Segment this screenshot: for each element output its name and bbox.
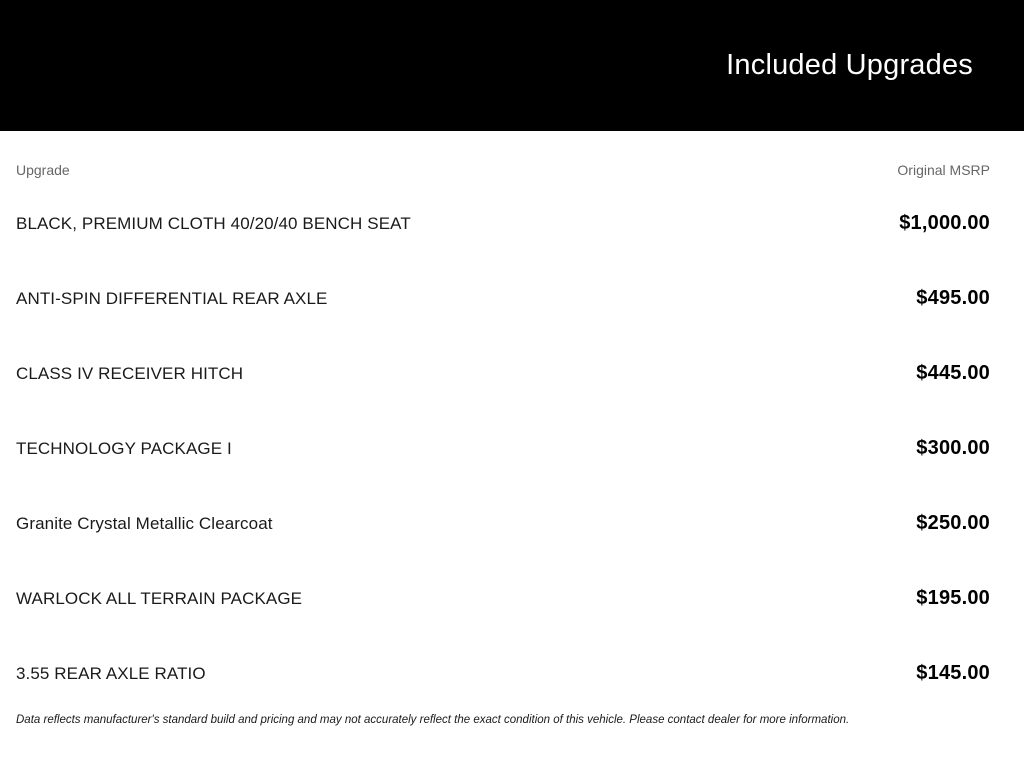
table-row [16, 261, 990, 336]
upgrade-label: CLASS IV RECEIVER HITCH [16, 363, 244, 383]
disclaimer-text: Data reflects manufacturer's standard build and pricing and may not accurately reflect the exact condition of this vehicle. Please contact dealer for more information. [16, 714, 850, 726]
page-title: Included Upgrades [726, 49, 973, 81]
upgrade-price: $1,000.00 [899, 212, 990, 234]
upgrade-label: WARLOCK ALL TERRAIN PACKAGE [16, 588, 303, 608]
upgrade-price: $145.00 [916, 662, 990, 684]
upgrade-price: $495.00 [916, 287, 990, 309]
upgrade-price: $300.00 [916, 437, 990, 459]
upgrade-price: $195.00 [916, 587, 990, 609]
upgrade-label: ANTI-SPIN DIFFERENTIAL REAR AXLE [16, 288, 328, 308]
upgrade-price: $445.00 [916, 362, 990, 384]
upgrade-label: Granite Crystal Metallic Clearcoat [16, 513, 273, 533]
table-column-headers [16, 131, 990, 178]
upgrade-label: 3.55 REAR AXLE RATIO [16, 663, 206, 683]
column-header-original-msrp: Original MSRP [897, 162, 990, 178]
table-body [16, 186, 990, 711]
table-row [16, 411, 990, 486]
upgrade-label: TECHNOLOGY PACKAGE I [16, 438, 232, 458]
table-row [16, 636, 990, 711]
table-row [16, 486, 990, 561]
table-row [16, 186, 990, 261]
column-header-upgrade: Upgrade [16, 162, 70, 178]
upgrade-price: $250.00 [916, 512, 990, 534]
panel-header [0, 0, 1024, 131]
table-row [16, 561, 990, 636]
upgrades-table [0, 131, 1024, 711]
table-row [16, 336, 990, 411]
upgrade-label: BLACK, PREMIUM CLOTH 40/20/40 BENCH SEAT [16, 213, 411, 233]
